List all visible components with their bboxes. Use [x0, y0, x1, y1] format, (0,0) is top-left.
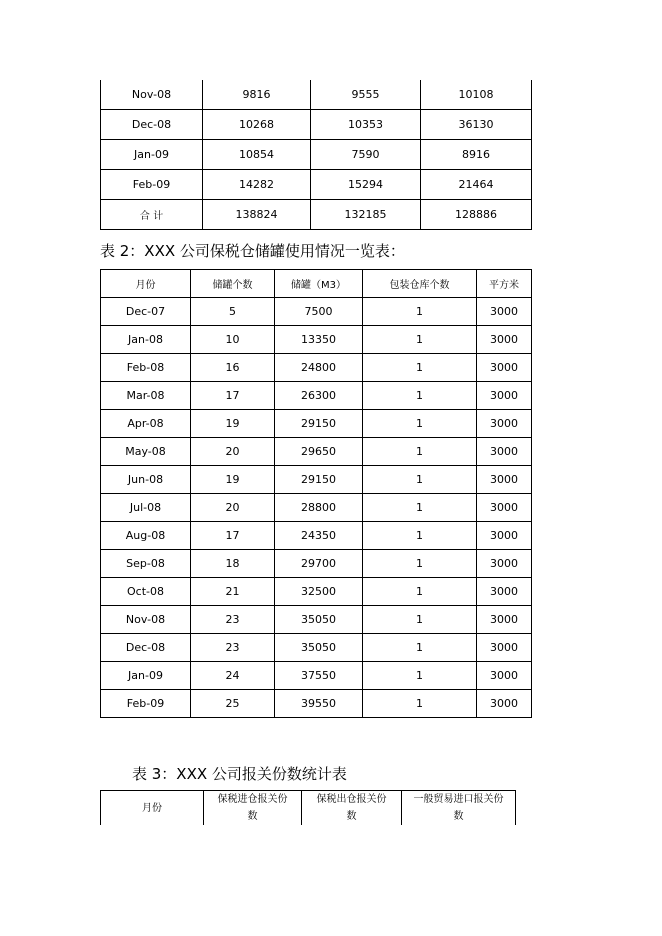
- table-cell: 3000: [477, 522, 532, 550]
- table-cell: Feb-09: [101, 170, 203, 200]
- table-row: [101, 606, 532, 634]
- table-row: [101, 466, 532, 494]
- column-header-text: 月份: [142, 802, 162, 814]
- table-1-continued: [100, 80, 532, 230]
- table-cell: 1: [363, 326, 477, 354]
- table-cell: Jan-08: [101, 326, 191, 354]
- table-2-tank-usage: [100, 269, 532, 718]
- table-row: [101, 326, 532, 354]
- column-header-text: 数: [453, 811, 464, 822]
- table-cell: 3000: [477, 690, 532, 718]
- table-cell: Aug-08: [101, 522, 191, 550]
- column-header-text: 一般贸易进口报关份: [413, 794, 504, 805]
- table-cell: 1: [363, 438, 477, 466]
- table-cell: 1: [363, 494, 477, 522]
- table-cell: 24350: [275, 522, 363, 550]
- table-cell: 18: [191, 550, 275, 578]
- table-cell: 3000: [477, 494, 532, 522]
- table-cell: Dec-08: [101, 110, 203, 140]
- table-cell: 25: [191, 690, 275, 718]
- table-cell: 10854: [203, 140, 311, 170]
- column-header: 储罐个数: [191, 270, 275, 298]
- table-cell: 10268: [203, 110, 311, 140]
- table-cell: 28800: [275, 494, 363, 522]
- table-cell: 29700: [275, 550, 363, 578]
- table-cell: 3000: [477, 606, 532, 634]
- table-cell: 7590: [311, 140, 421, 170]
- table-cell: 1: [363, 410, 477, 438]
- table-cell: Dec-08: [101, 634, 191, 662]
- table-cell: Jul-08: [101, 494, 191, 522]
- table-cell: 21: [191, 578, 275, 606]
- table-cell: May-08: [101, 438, 191, 466]
- table-cell: 3000: [477, 550, 532, 578]
- table-cell: 132185: [311, 200, 421, 230]
- table-cell: 1: [363, 550, 477, 578]
- column-header-text: 数: [247, 811, 258, 822]
- table-cell: Feb-09: [101, 690, 191, 718]
- table-row: [101, 662, 532, 690]
- table-3-caption: 表 3：XXX 公司报关份数统计表: [132, 765, 347, 783]
- table-cell: 9816: [203, 80, 311, 110]
- table-row: [101, 110, 532, 140]
- table-cell: 20: [191, 494, 275, 522]
- table-cell: 37550: [275, 662, 363, 690]
- table-cell: 5: [191, 298, 275, 326]
- table-row: [101, 690, 532, 718]
- total-row: [101, 200, 532, 230]
- column-header: 平方米: [477, 270, 532, 298]
- table-row: [101, 578, 532, 606]
- table-cell: 1: [363, 382, 477, 410]
- table-cell: 3000: [477, 410, 532, 438]
- table-cell: 3000: [477, 466, 532, 494]
- table-cell: 39550: [275, 690, 363, 718]
- table-2-caption: 表 2：XXX 公司保税仓储罐使用情况一览表：: [100, 242, 405, 260]
- table-cell: 1: [363, 522, 477, 550]
- table-cell: 29150: [275, 466, 363, 494]
- column-header: 包装仓库个数: [363, 270, 477, 298]
- table-row: [101, 298, 532, 326]
- table-cell: Apr-08: [101, 410, 191, 438]
- table-cell: 1: [363, 466, 477, 494]
- table-row: [101, 438, 532, 466]
- column-header: [402, 791, 516, 826]
- table-cell: 138824: [203, 200, 311, 230]
- column-header-text: 保税进仓报关份: [217, 794, 288, 805]
- column-header-text: 保税出仓报关份: [316, 794, 387, 805]
- table-cell: 10353: [311, 110, 421, 140]
- table-row: [101, 494, 532, 522]
- table-cell: Sep-08: [101, 550, 191, 578]
- table-cell: 3000: [477, 662, 532, 690]
- table-row: [101, 354, 532, 382]
- table-cell: 8916: [421, 140, 532, 170]
- table-cell: Oct-08: [101, 578, 191, 606]
- column-header: 月份: [101, 270, 191, 298]
- table-3-customs-declarations: [100, 790, 516, 825]
- table-cell: 9555: [311, 80, 421, 110]
- table-cell: 23: [191, 606, 275, 634]
- table-cell: 21464: [421, 170, 532, 200]
- table-cell: 23: [191, 634, 275, 662]
- table-cell: 1: [363, 298, 477, 326]
- table-cell: Nov-08: [101, 80, 203, 110]
- table-row: [101, 522, 532, 550]
- table-header-row: [101, 270, 532, 298]
- table-cell: 1: [363, 634, 477, 662]
- table-row: [101, 550, 532, 578]
- table-cell: 19: [191, 466, 275, 494]
- column-header: [101, 791, 204, 826]
- table-cell: 36130: [421, 110, 532, 140]
- table-row: [101, 140, 532, 170]
- table-cell: 7500: [275, 298, 363, 326]
- table-cell: 14282: [203, 170, 311, 200]
- table-cell: 17: [191, 382, 275, 410]
- table-cell: 20: [191, 438, 275, 466]
- table-cell: 1: [363, 690, 477, 718]
- table-cell: 19: [191, 410, 275, 438]
- table-cell: 24800: [275, 354, 363, 382]
- table-cell: 15294: [311, 170, 421, 200]
- table-cell: 26300: [275, 382, 363, 410]
- table-cell: Dec-07: [101, 298, 191, 326]
- column-header: [302, 791, 402, 826]
- table-cell: 35050: [275, 634, 363, 662]
- table-cell: 1: [363, 606, 477, 634]
- table-cell: 35050: [275, 606, 363, 634]
- table-cell: Jun-08: [101, 466, 191, 494]
- table-cell: 1: [363, 354, 477, 382]
- table-cell: Mar-08: [101, 382, 191, 410]
- table-cell: 10108: [421, 80, 532, 110]
- table-row: [101, 80, 532, 110]
- table-cell: 3000: [477, 326, 532, 354]
- table-cell: 3000: [477, 634, 532, 662]
- column-header: [204, 791, 302, 826]
- table-cell: 10: [191, 326, 275, 354]
- table-cell: Nov-08: [101, 606, 191, 634]
- table-cell: 1: [363, 578, 477, 606]
- table-cell: 16: [191, 354, 275, 382]
- table-cell: 3000: [477, 438, 532, 466]
- table-cell: 24: [191, 662, 275, 690]
- table-cell: Feb-08: [101, 354, 191, 382]
- table-cell: 3000: [477, 298, 532, 326]
- table-row: [101, 382, 532, 410]
- table-header-row: [101, 791, 516, 826]
- table-row: [101, 634, 532, 662]
- table-cell: 1: [363, 662, 477, 690]
- table-cell: 29150: [275, 410, 363, 438]
- table-row: [101, 410, 532, 438]
- table-cell: 13350: [275, 326, 363, 354]
- table-cell: 29650: [275, 438, 363, 466]
- table-cell: Jan-09: [101, 662, 191, 690]
- table-cell: 17: [191, 522, 275, 550]
- total-label: 合 计: [101, 200, 203, 230]
- table-cell: Jan-09: [101, 140, 203, 170]
- table-cell: 3000: [477, 578, 532, 606]
- table-cell: 3000: [477, 354, 532, 382]
- table-row: [101, 170, 532, 200]
- column-header: 储罐（M3）: [275, 270, 363, 298]
- table-cell: 32500: [275, 578, 363, 606]
- table-cell: 3000: [477, 382, 532, 410]
- table-cell: 128886: [421, 200, 532, 230]
- column-header-text: 数: [346, 811, 357, 822]
